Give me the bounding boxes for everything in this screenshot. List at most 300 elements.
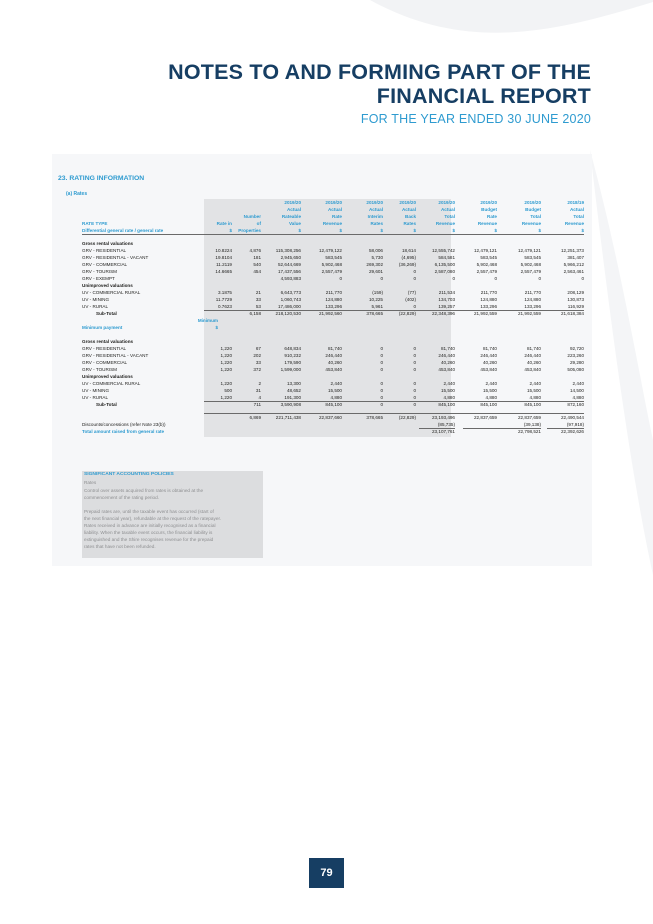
table-cell: 130,873: [567, 297, 584, 302]
table-cell: 2: [258, 381, 261, 386]
table-cell: 1,220: [220, 367, 232, 372]
raised-row: [0, 428, 653, 435]
table-cell: 208,129: [567, 290, 584, 295]
table-cell: 3,590,908: [280, 402, 301, 407]
table-cell: 453,840: [524, 367, 541, 372]
table-cell: 2,587,080: [434, 269, 455, 274]
grand-total-cell: 22,837,659: [518, 415, 541, 420]
section-heading: 23. RATING INFORMATION: [58, 175, 145, 182]
table-row: [0, 240, 653, 247]
table-row: [0, 296, 653, 303]
column-header: Rate: [332, 214, 342, 219]
table-cell: 211,770: [524, 290, 541, 295]
table-cell: 2,557,479: [321, 269, 342, 274]
column-header: Revenue: [521, 221, 541, 226]
page-subtitle: FOR THE YEAR ENDED 30 JUNE 2020: [360, 112, 591, 126]
page-title-line2: FINANCIAL REPORT: [376, 84, 591, 108]
rate-type-label: GRV - COMMERCIAL: [82, 262, 128, 267]
column-header: Rate: [487, 214, 497, 219]
table-cell: 22,348,396: [432, 311, 455, 316]
table-header-row: [0, 220, 653, 227]
grand-total-cell: 6,869: [249, 415, 261, 420]
table-cell: 124,880: [325, 297, 342, 302]
table-cell: 4,880: [529, 395, 541, 400]
table-cell: 48,652: [286, 388, 301, 393]
table-cell: 1,220: [220, 381, 232, 386]
column-header: 2019/20: [524, 200, 541, 205]
rate-type-label: UV - COMMERCIAL RURAL: [82, 381, 141, 386]
table-cell: 53: [255, 304, 261, 309]
policy-para1-line1: Control over assets acquired from rates is obtained at the: [84, 488, 204, 493]
table-cell: 372: [253, 367, 261, 372]
table-row: [0, 254, 653, 261]
rate-type-label: GRV - RESIDENTIAL - VACANT: [82, 353, 149, 358]
table-cell: 0: [380, 353, 383, 358]
table-cell: 0: [413, 353, 416, 358]
table-cell: 211,770: [480, 290, 497, 295]
column-header: 2019/20: [399, 200, 416, 205]
table-cell: 211,534: [438, 290, 455, 295]
subtotal-rule: [204, 310, 584, 311]
table-cell: 711: [253, 402, 261, 407]
table-cell: 845,100: [438, 402, 455, 407]
column-header: $: [380, 228, 383, 233]
table-cell: 0: [339, 276, 342, 281]
table-row: [0, 268, 653, 275]
column-header: Interim: [367, 214, 383, 219]
table-cell: 1,220: [220, 395, 232, 400]
table-cell: 81,740: [482, 346, 497, 351]
table-cell: 10.8224: [215, 248, 232, 253]
table-row: [0, 366, 653, 373]
table-cell: 0: [413, 388, 416, 393]
table-cell: 40,260: [440, 360, 455, 365]
table-cell: 4: [258, 395, 261, 400]
page-number: 79: [309, 858, 344, 888]
table-cell: 15,500: [327, 388, 342, 393]
column-header: Value: [288, 221, 301, 226]
table-row: [0, 310, 653, 317]
table-cell: 0: [413, 276, 416, 281]
table-cell: 0: [380, 381, 383, 386]
table-cell: 29,280: [569, 360, 584, 365]
discount-prior-cell: (97,918): [566, 422, 584, 427]
column-header: 2019/20: [284, 200, 301, 205]
column-header: Total: [444, 214, 455, 219]
table-cell: 21,992,559: [518, 311, 541, 316]
table-cell: 19.8104: [215, 255, 232, 260]
table-cell: 583,545: [325, 255, 342, 260]
rate-type-label: GRV - RESIDENTIAL: [82, 346, 127, 351]
grand-total-cell: 378,665: [366, 415, 383, 420]
table-cell: 2,440: [443, 381, 455, 386]
table-cell: 4,876: [249, 248, 261, 253]
table-cell: 10,225: [368, 297, 383, 302]
column-header: Actual: [401, 207, 416, 212]
table-cell: 124,880: [524, 297, 541, 302]
column-header: $: [452, 228, 455, 233]
rate-type-label: UV - RURAL: [82, 395, 109, 400]
policy-para2-line3: Rates received in advance are initially recognised as a financial: [84, 523, 216, 528]
table-cell: (36,269): [398, 262, 416, 267]
policy-para2-line6: rates that have not been refunded.: [84, 544, 156, 549]
table-cell: 12,251,373: [561, 248, 584, 253]
column-header: 2019/20: [366, 200, 383, 205]
table-cell: 17,486,000: [278, 304, 301, 309]
table-cell: 15,500: [440, 388, 455, 393]
discounts-label: Discounts/concessions (refer Note 23(b)): [82, 422, 166, 427]
table-cell: 218,120,530: [275, 311, 301, 316]
table-cell: 246,440: [524, 353, 541, 358]
table-cell: 0: [413, 402, 416, 407]
column-header: Budget: [481, 207, 497, 212]
table-cell: 648,834: [284, 346, 301, 351]
minimum-payment-label: Minimum payment: [82, 325, 123, 330]
table-cell: (4,695): [401, 255, 416, 260]
table-cell: 81,740: [526, 346, 541, 351]
rate-type-label: GRV - EXEMPT: [82, 276, 115, 281]
table-cell: 40,260: [482, 360, 497, 365]
table-cell: 1,220: [220, 346, 232, 351]
column-header: 2019/20: [438, 200, 455, 205]
table-row: [0, 387, 653, 394]
table-cell: 0: [413, 269, 416, 274]
table-cell: 0: [452, 276, 455, 281]
table-cell: 4,880: [572, 395, 584, 400]
column-header: Total: [530, 214, 541, 219]
policy-para1-line2: commencement of the rating period.: [84, 495, 160, 500]
table-cell: (159): [372, 290, 383, 295]
column-header: $: [229, 228, 232, 233]
table-cell: 202: [253, 353, 261, 358]
policy-para2-line4: liability. When the taxable event occurs, the financial liability is: [84, 530, 213, 535]
table-cell: 2,440: [572, 381, 584, 386]
discount-budget-cell: (39,138): [523, 422, 541, 427]
table-cell: 872,160: [567, 402, 584, 407]
table-cell: 21,992,559: [474, 311, 497, 316]
rate-type-label: UV - MINING: [82, 297, 110, 302]
policy-para2-line2: the next financial year), refundable at the request of the ratepayer.: [84, 516, 222, 521]
table-cell: 0: [413, 381, 416, 386]
column-header: Actual: [286, 207, 301, 212]
table-cell: 2,563,461: [563, 269, 584, 274]
table-cell: 139,257: [438, 304, 455, 309]
column-header: Revenue: [322, 221, 342, 226]
table-cell: 1,060,743: [280, 297, 301, 302]
table-cell: 3.1875: [217, 290, 232, 295]
table-cell: 2,440: [330, 381, 342, 386]
table-cell: 0: [413, 395, 416, 400]
minimum-header: Minimum: [197, 318, 218, 323]
rate-type-label: GRV - TOURISM: [82, 367, 117, 372]
table-cell: 500: [224, 388, 232, 393]
table-cell: 0: [413, 360, 416, 365]
table-cell: 246,440: [325, 353, 342, 358]
raised-prior-cell: 22,392,626: [561, 429, 584, 434]
table-header-row: [0, 213, 653, 220]
table-cell: 29,601: [368, 269, 383, 274]
table-cell: 505,080: [567, 367, 584, 372]
table-cell: 58,006: [368, 248, 383, 253]
table-row: [0, 352, 653, 359]
column-header: Rates: [403, 221, 416, 226]
group-label: Gross rental valuations: [82, 339, 134, 344]
table-cell: 18,614: [401, 248, 416, 253]
table-cell: 0: [380, 276, 383, 281]
table-row: [0, 380, 653, 387]
table-cell: 845,100: [480, 402, 497, 407]
table-cell: 0: [538, 276, 541, 281]
rate-type-label: GRV - TOURISM: [82, 269, 117, 274]
table-cell: 6,643,773: [280, 290, 301, 295]
table-cell: 223,260: [567, 353, 584, 358]
table-cell: 0.7623: [217, 304, 232, 309]
table-row: [0, 247, 653, 254]
column-header: Actual: [440, 207, 455, 212]
table-row: [0, 275, 653, 282]
table-row: [0, 282, 653, 289]
table-cell: 133,296: [524, 304, 541, 309]
column-header: Actual: [569, 207, 584, 212]
table-row: [0, 324, 653, 331]
column-header: Number: [243, 214, 261, 219]
table-cell: 181: [253, 255, 261, 260]
column-header: $: [413, 228, 416, 233]
column-header: Revenue: [564, 221, 584, 226]
table-cell: 2,945,650: [280, 255, 301, 260]
minimum-header: $: [215, 325, 218, 330]
table-cell: 381,407: [567, 255, 584, 260]
table-cell: 211,770: [325, 290, 342, 295]
table-cell: 0: [413, 367, 416, 372]
column-header: Rates: [370, 221, 383, 226]
table-cell: 4,880: [485, 395, 497, 400]
raised-budget-cell: 22,798,521: [518, 429, 541, 434]
table-cell: 0: [494, 276, 497, 281]
column-header: Actual: [327, 207, 342, 212]
table-cell: 21,618,384: [561, 311, 584, 316]
table-cell: 2,557,479: [476, 269, 497, 274]
column-header: 2019/20: [325, 200, 342, 205]
rate-type-subheader: Differential general rate / general rate: [82, 228, 164, 233]
table-cell: 179,590: [284, 360, 301, 365]
table-cell: 5,961: [371, 304, 383, 309]
table-cell: 5,902,468: [321, 262, 342, 267]
table-row: [0, 359, 653, 366]
table-cell: 15,500: [526, 388, 541, 393]
table-row: [0, 261, 653, 268]
column-header: $: [298, 228, 301, 233]
grand-total-cell: 23,193,496: [432, 415, 455, 420]
table-cell: 0: [413, 304, 416, 309]
grand-total-cell: 221,711,438: [275, 415, 301, 420]
table-row: [0, 338, 653, 345]
table-cell: 0: [380, 395, 383, 400]
column-header: Rateable: [281, 214, 301, 219]
table-cell: 17,437,556: [278, 269, 301, 274]
policy-title: SIGNIFICANT ACCOUNTING POLICIES: [84, 472, 174, 477]
table-cell: 269,302: [366, 262, 383, 267]
table-cell: 21: [255, 290, 261, 295]
table-cell: 52,644,669: [278, 262, 301, 267]
table-cell: 453,840: [438, 367, 455, 372]
table-cell: 15,500: [482, 388, 497, 393]
table-cell: 12,479,122: [319, 248, 342, 253]
table-cell: 246,440: [438, 353, 455, 358]
column-header: 2019/20: [480, 200, 497, 205]
table-cell: 92,720: [569, 346, 584, 351]
rate-type-label: UV - RURAL: [82, 304, 109, 309]
column-header: $: [538, 228, 541, 233]
table-cell: 31: [255, 388, 261, 393]
grand-total-cell: 22,837,659: [474, 415, 497, 420]
rate-type-label: GRV - RESIDENTIAL - VACANT: [82, 255, 149, 260]
table-cell: 583,545: [480, 255, 497, 260]
table-cell: 134,703: [438, 297, 455, 302]
table-row: [0, 345, 653, 352]
table-cell: 2,557,479: [520, 269, 541, 274]
group-label: Gross rental valuations: [82, 241, 134, 246]
table-cell: (402): [405, 297, 416, 302]
table-cell: 5,730: [371, 255, 383, 260]
table-cell: 5,902,468: [520, 262, 541, 267]
table-cell: 14.6665: [215, 269, 232, 274]
rate-type-label: GRV - COMMERCIAL: [82, 360, 128, 365]
table-cell: 12,555,742: [432, 248, 455, 253]
table-cell: 12,479,121: [518, 248, 541, 253]
table-cell: 67: [255, 346, 261, 351]
column-header: Properties: [238, 228, 261, 233]
table-cell: 133,296: [480, 304, 497, 309]
column-header: Actual: [368, 207, 383, 212]
table-cell: 5,902,468: [476, 262, 497, 267]
table-cell: 246,440: [480, 353, 497, 358]
table-cell: 191,300: [284, 395, 301, 400]
table-cell: 540: [253, 262, 261, 267]
policy-subheading: Rates: [84, 480, 97, 485]
table-cell: 6,158: [249, 311, 261, 316]
table-header-row: [0, 206, 653, 213]
grand-total-cell: 22,490,544: [561, 415, 584, 420]
subtotal-label: Sub-Total: [96, 402, 117, 407]
grand-total-cell: 22,837,660: [319, 415, 342, 420]
table-cell: 0: [380, 402, 383, 407]
table-cell: 0: [380, 388, 383, 393]
table-row: [0, 401, 653, 408]
table-cell: 124,880: [480, 297, 497, 302]
table-cell: 81,740: [327, 346, 342, 351]
table-header-row: [0, 227, 653, 234]
table-row: [0, 373, 653, 380]
table-cell: 116,929: [567, 304, 584, 309]
table-cell: 0: [581, 276, 584, 281]
table-cell: 81,740: [440, 346, 455, 351]
table-cell: 0: [380, 367, 383, 372]
header-rule: [82, 234, 584, 235]
table-cell: (77): [407, 290, 416, 295]
table-cell: 2,440: [485, 381, 497, 386]
column-header: $: [494, 228, 497, 233]
table-header-row: [0, 199, 653, 206]
table-cell: 4,880: [443, 395, 455, 400]
column-header: $: [339, 228, 342, 233]
subtotal-label: Sub-Total: [96, 311, 117, 316]
table-row: [0, 289, 653, 296]
rate-type-label: GRV - RESIDENTIAL: [82, 248, 127, 253]
table-cell: 584,581: [438, 255, 455, 260]
table-cell: 5,966,212: [563, 262, 584, 267]
table-cell: 40,260: [526, 360, 541, 365]
column-header: 2018/19: [567, 200, 584, 205]
rate-type-label: UV - MINING: [82, 388, 110, 393]
column-header: Back: [405, 214, 416, 219]
table-cell: 0: [380, 346, 383, 351]
column-header: Revenue: [477, 221, 497, 226]
policy-para2-line5: extinguished and the Shire recognises revenue for the prepaid: [84, 537, 214, 542]
subtotal-rule: [204, 401, 584, 402]
raised-label: Total amount raised from general rate: [82, 429, 165, 434]
table-cell: 11.2119: [216, 262, 232, 267]
table-cell: 6,135,500: [434, 262, 455, 267]
table-cell: 12,479,121: [474, 248, 497, 253]
table-cell: 453,840: [480, 367, 497, 372]
discount-actual-cell: (85,735): [437, 422, 455, 427]
group-label: Unimproved valuations: [82, 283, 133, 288]
table-cell: 4,880: [330, 395, 342, 400]
section-subheading: (a) Rates: [66, 191, 88, 197]
raised-actual-cell: 23,107,761: [432, 429, 455, 434]
table-cell: 2,440: [529, 381, 541, 386]
table-cell: 4,593,883: [280, 276, 301, 281]
table-cell: 21,992,560: [319, 311, 342, 316]
group-label: Unimproved valuations: [82, 374, 133, 379]
column-header: Budget: [525, 207, 541, 212]
table-row: [0, 317, 653, 324]
table-cell: 0: [413, 346, 416, 351]
rate-type-header: RATE TYPE: [82, 221, 108, 226]
table-cell: 133,296: [325, 304, 342, 309]
column-header: Revenue: [435, 221, 455, 226]
table-cell: 33: [255, 297, 261, 302]
table-cell: 845,100: [325, 402, 342, 407]
table-cell: 1,220: [220, 353, 232, 358]
column-header: of: [256, 221, 261, 226]
table-cell: 454: [253, 269, 261, 274]
table-cell: 0: [380, 360, 383, 365]
policy-para2-line1: Prepaid rates are, until the taxable event has occurred (start of: [84, 509, 214, 514]
table-cell: 910,232: [284, 353, 301, 358]
table-cell: 1,599,000: [280, 367, 301, 372]
table-cell: 115,308,256: [275, 248, 301, 253]
rate-type-label: UV - COMMERCIAL RURAL: [82, 290, 141, 295]
page-title-line1: NOTES TO AND FORMING PART OF THE: [168, 60, 591, 84]
grand-total-row: [0, 414, 653, 421]
table-cell: 453,840: [325, 367, 342, 372]
column-header: Rate in: [216, 221, 232, 226]
table-cell: 13,300: [286, 381, 301, 386]
table-cell: 845,100: [524, 402, 541, 407]
table-cell: 40,260: [327, 360, 342, 365]
table-cell: 378,665: [366, 311, 383, 316]
table-cell: 14,500: [569, 388, 584, 393]
column-header: $: [581, 228, 584, 233]
table-cell: 583,545: [524, 255, 541, 260]
column-header: Total: [573, 214, 584, 219]
table-cell: 11.7729: [215, 297, 232, 302]
table-cell: (22,829): [398, 311, 416, 316]
table-cell: 1,220: [220, 360, 232, 365]
grand-total-cell: (22,829): [398, 415, 416, 420]
